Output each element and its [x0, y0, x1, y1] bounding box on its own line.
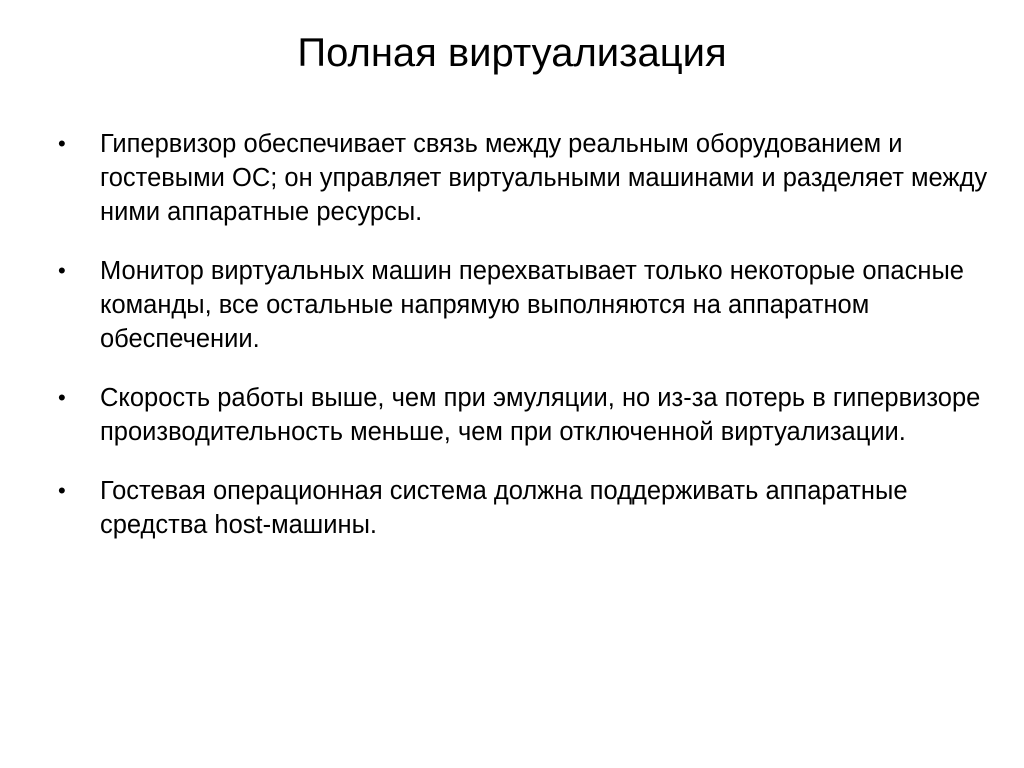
slide-title: Полная виртуализация	[297, 31, 727, 75]
bullet-icon: •	[58, 478, 66, 503]
bullet-text: Гипервизор обеспечивает связь между реальным оборудованием и гостевыми ОС; он управляет виртуальными машинами и разделяет между ними аппаратные ресурсы.	[100, 130, 988, 226]
bullet-item	[58, 127, 988, 229]
bullet-item	[58, 381, 988, 449]
bullet-text: Монитор виртуальных машин перехватывает только некоторые опасные команды, все остальные напрямую выполняются на аппаратном обеспечении.	[100, 257, 964, 353]
bullet-item	[58, 254, 988, 356]
bullet-text: Скорость работы выше, чем при эмуляции, но из-за потерь в гипервизоре производительность меньше, чем при отключенной виртуализации.	[100, 384, 981, 446]
bullet-icon: •	[58, 131, 66, 156]
bullet-icon: •	[58, 258, 66, 283]
bullet-text: Гостевая операционная система должна поддерживать аппаратные средства host-машины.	[100, 477, 908, 539]
bullet-item	[58, 474, 988, 542]
bullet-icon: •	[58, 385, 66, 410]
bullet-list	[58, 127, 988, 567]
